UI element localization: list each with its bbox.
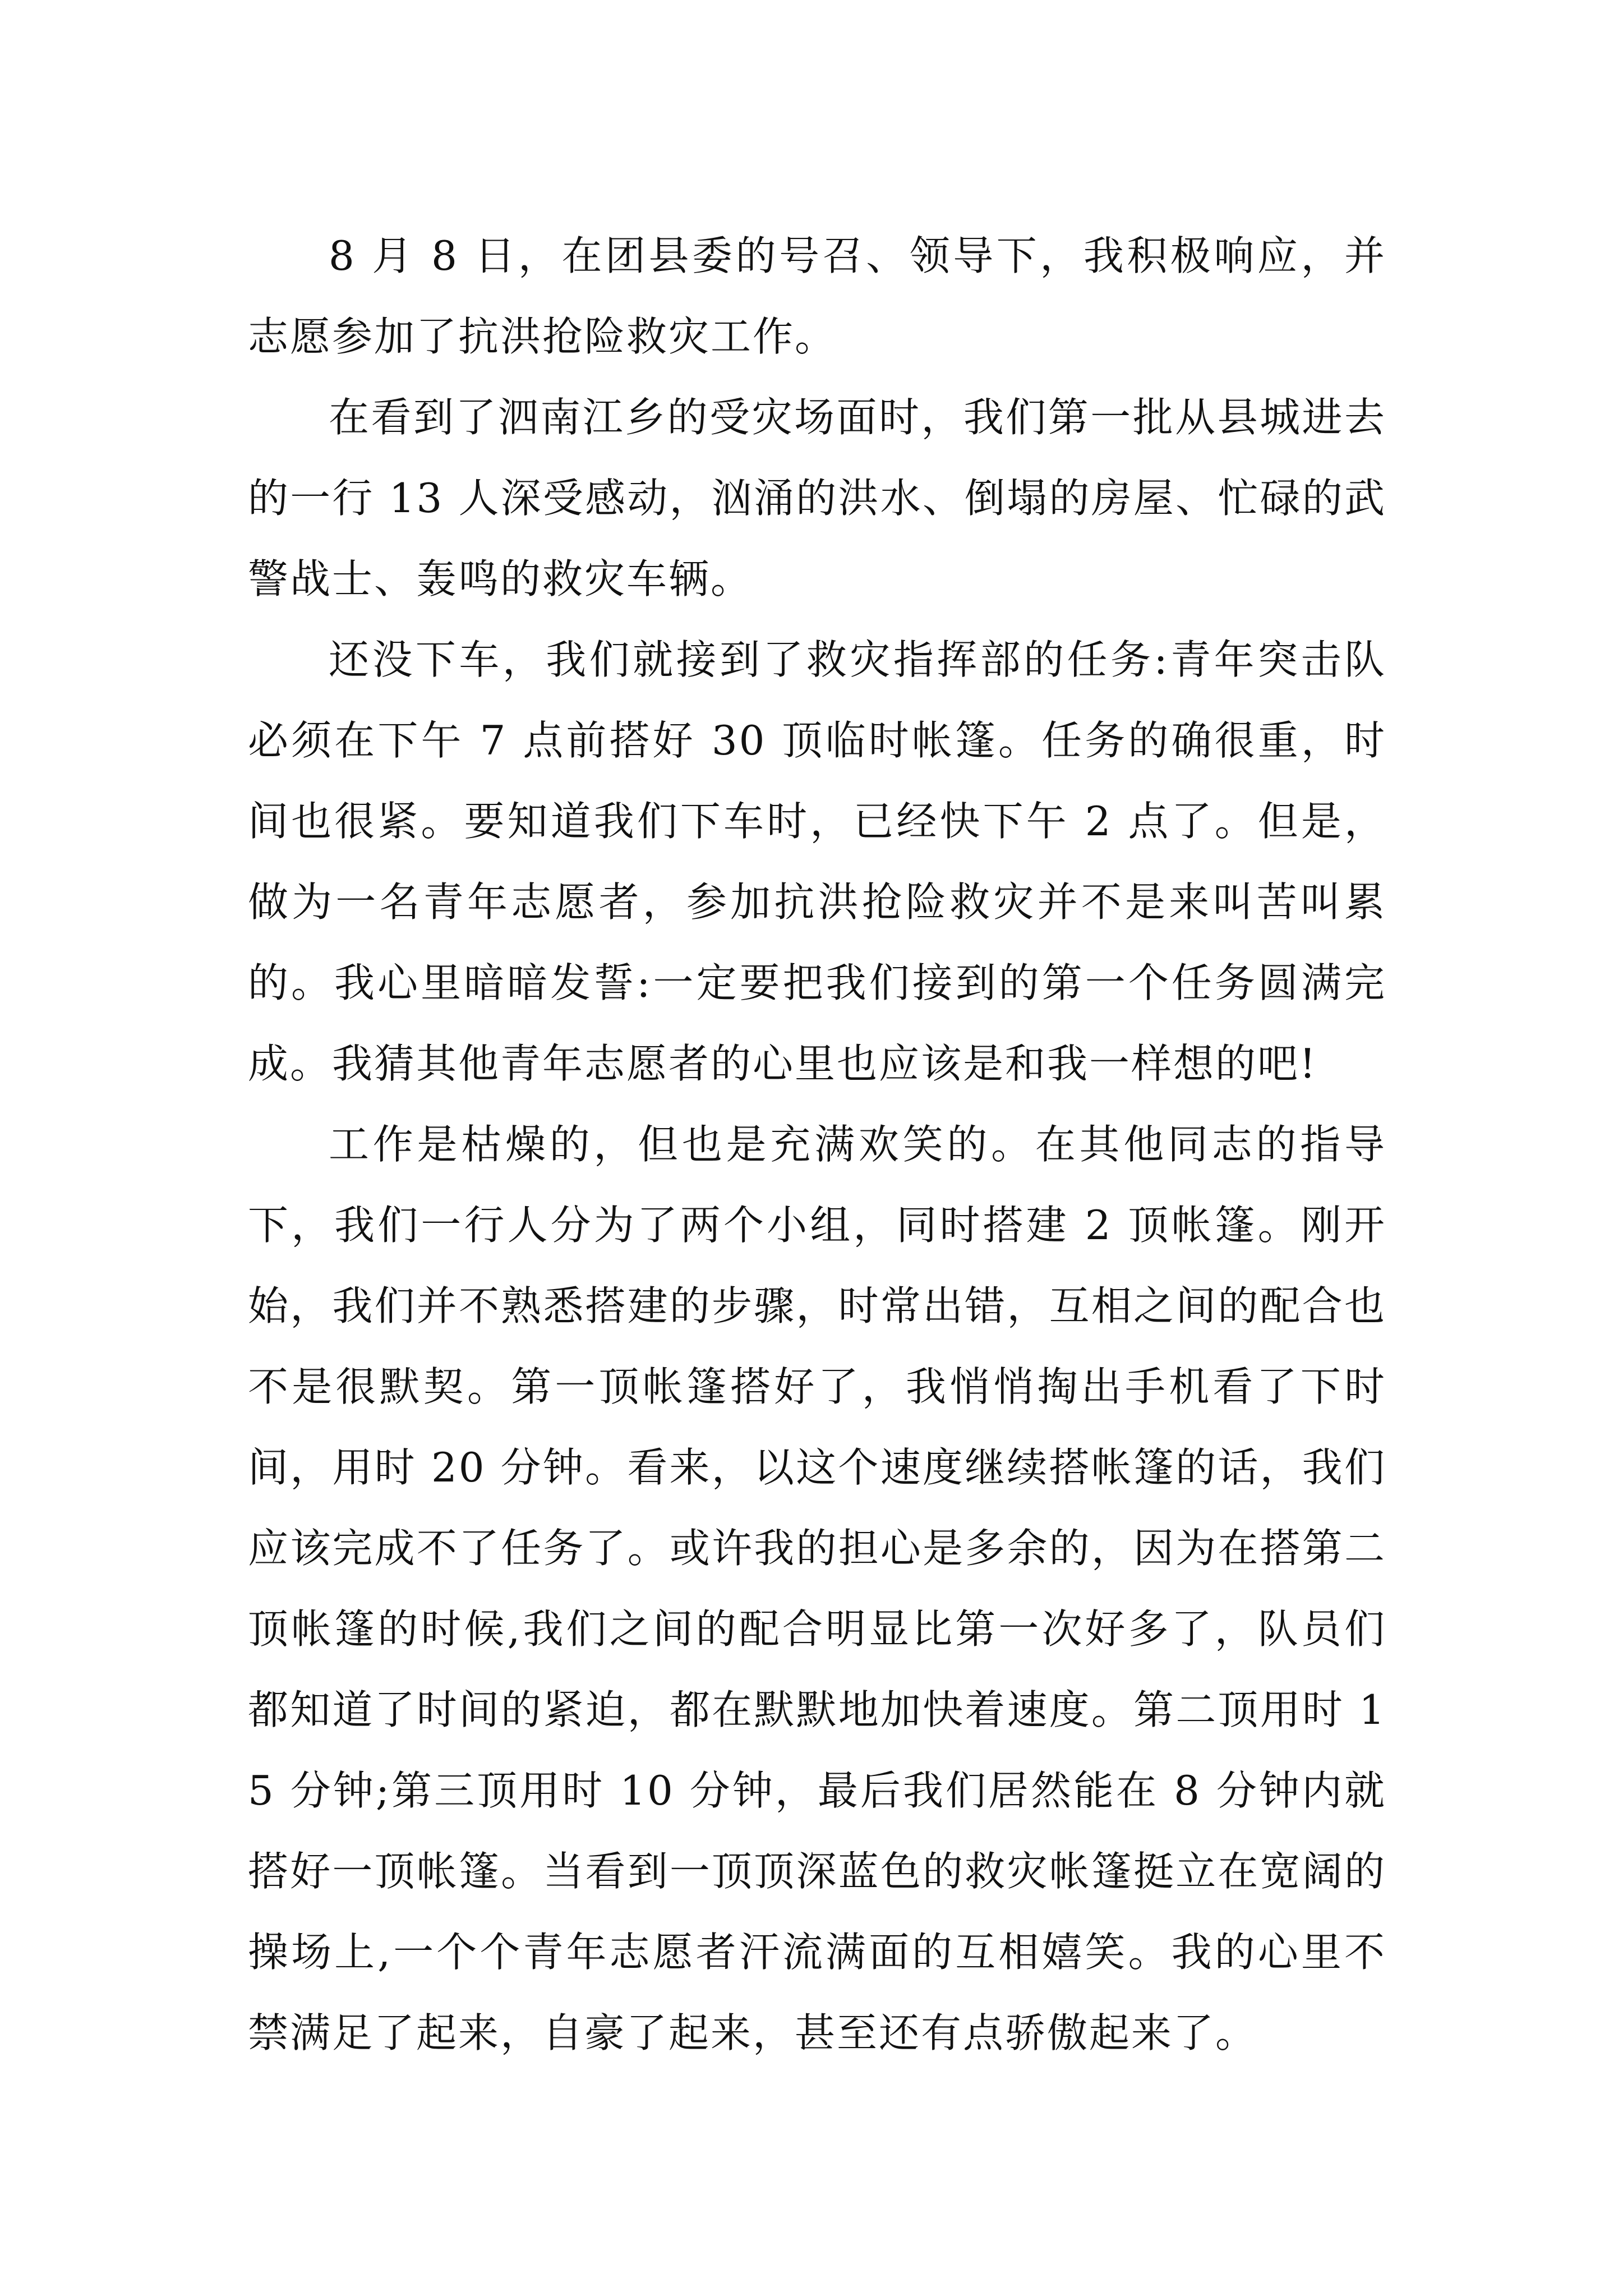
document-body <box>248 215 1386 2073</box>
paragraph-4: 工作是枯燥的，但也是充满欢笑的。在其他同志的指导下，我们一行人分为了两个小组，同时搭建 2 顶帐篷。刚开始，我们并不熟悉搭建的步骤，时常出错，互相之间的配合也不是很默契。第一顶帐篷搭好了，我悄悄掏出手机看了下时间，用时 20 分钟。看来，以这个速度继续搭帐篷的话，我们应该完成不了任务了。或许我的担心是多余的，因为在搭第二顶帐篷的时候,我们之间的配合明显比第一次好多了，队员们都知道了时间的紧迫，都在默默地加快着速度。第二顶用时 15 分钟;第三顶用时 10 分钟，最后我们居然能在 8 分钟内就搭好一顶帐篷。当看到一顶顶深蓝色的救灾帐篷挺立在宽阔的操场上,一个个青年志愿者汗流满面的互相嬉笑。我的心里不禁满足了起来，自豪了起来，甚至还有点骄傲起来了。 <box>248 1121 1386 2056</box>
paragraph-1: 8 月 8 日，在团县委的号召、领导下，我积极响应，并志愿参加了抗洪抢险救灾工作。 <box>248 232 1386 360</box>
paragraph-2: 在看到了泗南江乡的受灾场面时，我们第一批从县城进去的一行 13 人深受感动，汹涌的洪水、倒塌的房屋、忙碌的武警战士、轰鸣的救灾车辆。 <box>248 394 1386 602</box>
paragraph-3: 还没下车，我们就接到了救灾指挥部的任务:青年突击队必须在下午 7 点前搭好 30 顶临时帐篷。任务的确很重，时间也很紧。要知道我们下车时，已经快下午 2 点了。但是，做为一名青年志愿者，参加抗洪抢险救灾并不是来叫苦叫累的。我心里暗暗发誓:一定要把我们接到的第一个任务圆满完成。我猜其他青年志愿者的心里也应该是和我一样想的吧! <box>248 636 1386 1087</box>
